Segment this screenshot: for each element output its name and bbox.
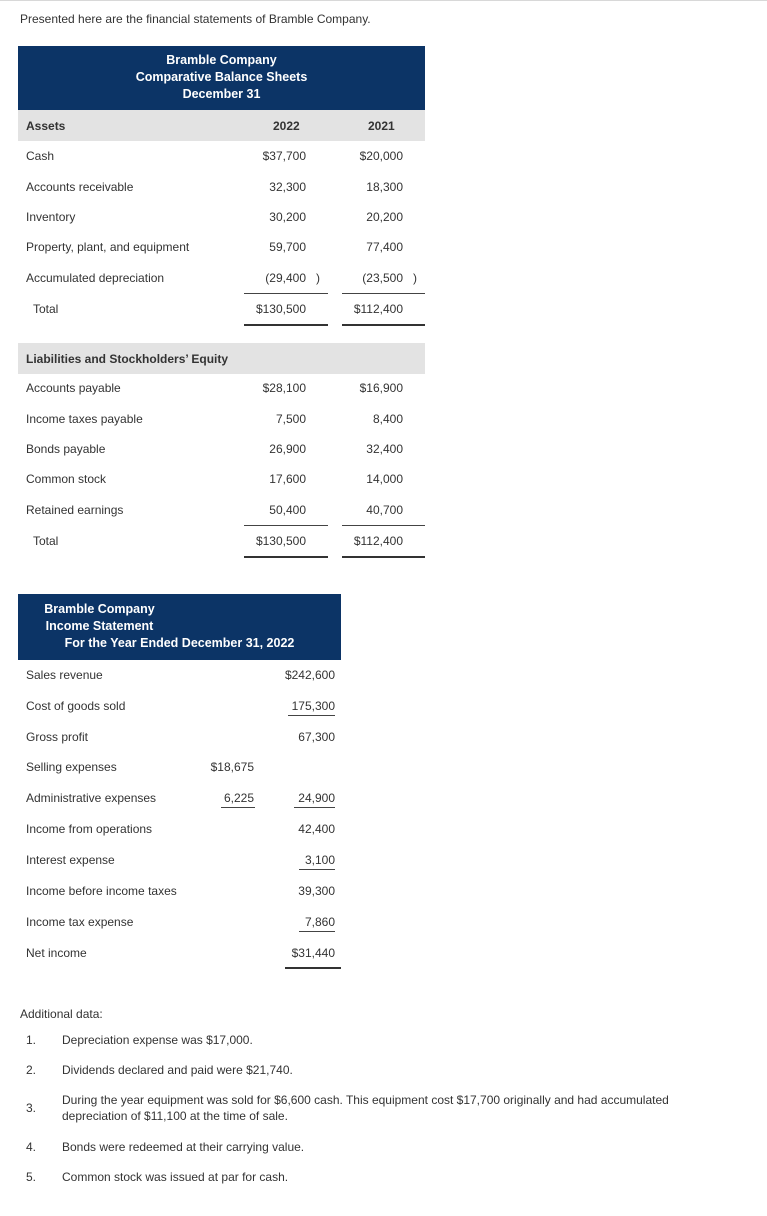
additional-title: Additional data: — [20, 1007, 103, 1021]
assets-label: Assets — [26, 119, 66, 133]
asset-2021: (23,500 — [362, 271, 403, 285]
is-row-label: Interest expense — [26, 853, 115, 867]
item-number: 2. — [26, 1063, 37, 1077]
asset-label: Property, plant, and equipment — [26, 240, 190, 254]
paren-close: ) — [316, 271, 320, 285]
balance-sheet-header — [18, 46, 425, 110]
liability-2021: 8,400 — [372, 412, 403, 426]
bs-company: Bramble Company — [166, 53, 277, 67]
assets-total-2022: $130,500 — [255, 302, 306, 316]
bs-date: December 31 — [182, 87, 261, 101]
item-text: Bonds were redeemed at their carrying value. — [62, 1140, 305, 1154]
underline — [299, 869, 335, 870]
is-row-amount: 39,300 — [298, 884, 335, 898]
bs-title: Comparative Balance Sheets — [135, 70, 308, 84]
item-number: 1. — [26, 1033, 37, 1047]
liability-2021: 14,000 — [366, 472, 403, 486]
is-row-label: Income from operations — [26, 822, 153, 836]
is-period: For the Year Ended December 31, 2022 — [64, 636, 295, 650]
underline — [342, 525, 425, 526]
item-number: 5. — [26, 1170, 37, 1184]
asset-label: Accounts receivable — [26, 180, 134, 194]
liability-label: Retained earnings — [26, 503, 124, 517]
is-row-label: Net income — [26, 946, 87, 960]
is-company: Bramble Company — [44, 602, 155, 616]
asset-label: Cash — [26, 149, 55, 163]
is-row-amount: 24,900 — [298, 791, 335, 805]
is-row-label: Gross profit — [26, 730, 89, 744]
asset-2022: $37,700 — [262, 149, 306, 163]
asset-label: Inventory — [26, 210, 76, 224]
liability-2022: 26,900 — [269, 442, 306, 456]
is-row-amount: 7,860 — [304, 915, 335, 929]
liability-label: Accounts payable — [26, 381, 121, 395]
underline — [294, 807, 335, 808]
double-underline — [285, 967, 341, 969]
assets-header-bar — [18, 110, 425, 141]
underline — [342, 293, 425, 294]
asset-2022: (29,400 — [265, 271, 306, 285]
year-2022: 2022 — [273, 119, 300, 133]
asset-2021: $20,000 — [359, 149, 403, 163]
liability-2021: 40,700 — [366, 503, 403, 517]
liability-2022: 7,500 — [275, 412, 306, 426]
liab-total-label: Total — [33, 534, 59, 548]
is-row-label: Income before income taxes — [26, 884, 177, 898]
asset-label: Accumulated depreciation — [26, 271, 165, 285]
item-number: 4. — [26, 1140, 37, 1154]
asset-2022: 32,300 — [269, 180, 306, 194]
asset-2021: 20,200 — [366, 210, 403, 224]
liab-total-2021: $112,400 — [353, 534, 403, 548]
is-title: Income Statement — [45, 619, 154, 633]
income-statement-header — [18, 594, 341, 660]
double-underline — [342, 556, 425, 558]
is-row-amount: 67,300 — [298, 730, 335, 744]
liability-label: Bonds payable — [26, 442, 106, 456]
assets-total-2021: $112,400 — [353, 302, 403, 316]
is-row-amount: 3,100 — [304, 853, 335, 867]
liability-2022: 17,600 — [269, 472, 306, 486]
liab-total-2022: $130,500 — [255, 534, 306, 548]
item-text: Depreciation expense was $17,000. — [62, 1033, 253, 1047]
is-row-label: Income tax expense — [26, 915, 134, 929]
top-divider — [0, 0, 767, 1]
intro-text: Presented here are the financial statements of Bramble Company. — [20, 12, 371, 26]
liability-label: Common stock — [26, 472, 107, 486]
underline — [244, 293, 328, 294]
item-number: 3. — [26, 1101, 37, 1115]
is-row-label: Cost of goods sold — [26, 699, 126, 713]
double-underline — [244, 556, 328, 558]
is-row-amount: $31,440 — [291, 946, 335, 960]
liability-2022: $28,100 — [262, 381, 306, 395]
is-row-amount: $242,600 — [284, 668, 335, 682]
underline — [299, 931, 335, 932]
underline — [244, 525, 328, 526]
is-row-label: Selling expenses — [26, 760, 117, 774]
is-row-label: Administrative expenses — [26, 791, 157, 805]
paren-close: ) — [413, 271, 417, 285]
double-underline — [342, 324, 425, 326]
liability-2022: 50,400 — [269, 503, 306, 517]
liability-2021: 32,400 — [366, 442, 403, 456]
is-row-label: Sales revenue — [26, 668, 103, 682]
item-text: During the year equipment was sold for $6,600 cash. This equipment cost $17,700 originally and had accumulated depreciation of $11,100 at the time of sale. — [62, 1093, 669, 1123]
item-text: Common stock was issued at par for cash. — [62, 1170, 289, 1184]
liability-2021: $16,900 — [359, 381, 403, 395]
asset-2021: 18,300 — [366, 180, 403, 194]
liability-label: Income taxes payable — [26, 412, 143, 426]
item-text: Dividends declared and paid were $21,740. — [62, 1063, 293, 1077]
assets-total-label: Total — [33, 302, 59, 316]
double-underline — [244, 324, 328, 326]
is-row-amount: 175,300 — [291, 699, 335, 713]
liabilities-label: Liabilities and Stockholders’ Equity — [26, 352, 229, 366]
is-row-amount: 42,400 — [298, 822, 335, 836]
underline — [288, 715, 335, 716]
asset-2021: 77,400 — [366, 240, 403, 254]
underline — [221, 807, 255, 808]
asset-2022: 59,700 — [269, 240, 306, 254]
year-2021: 2021 — [368, 119, 395, 133]
is-row-subamount: $18,675 — [210, 760, 254, 774]
liabilities-header-bar — [18, 343, 425, 374]
is-row-subamount: 6,225 — [223, 791, 254, 805]
asset-2022: 30,200 — [269, 210, 306, 224]
